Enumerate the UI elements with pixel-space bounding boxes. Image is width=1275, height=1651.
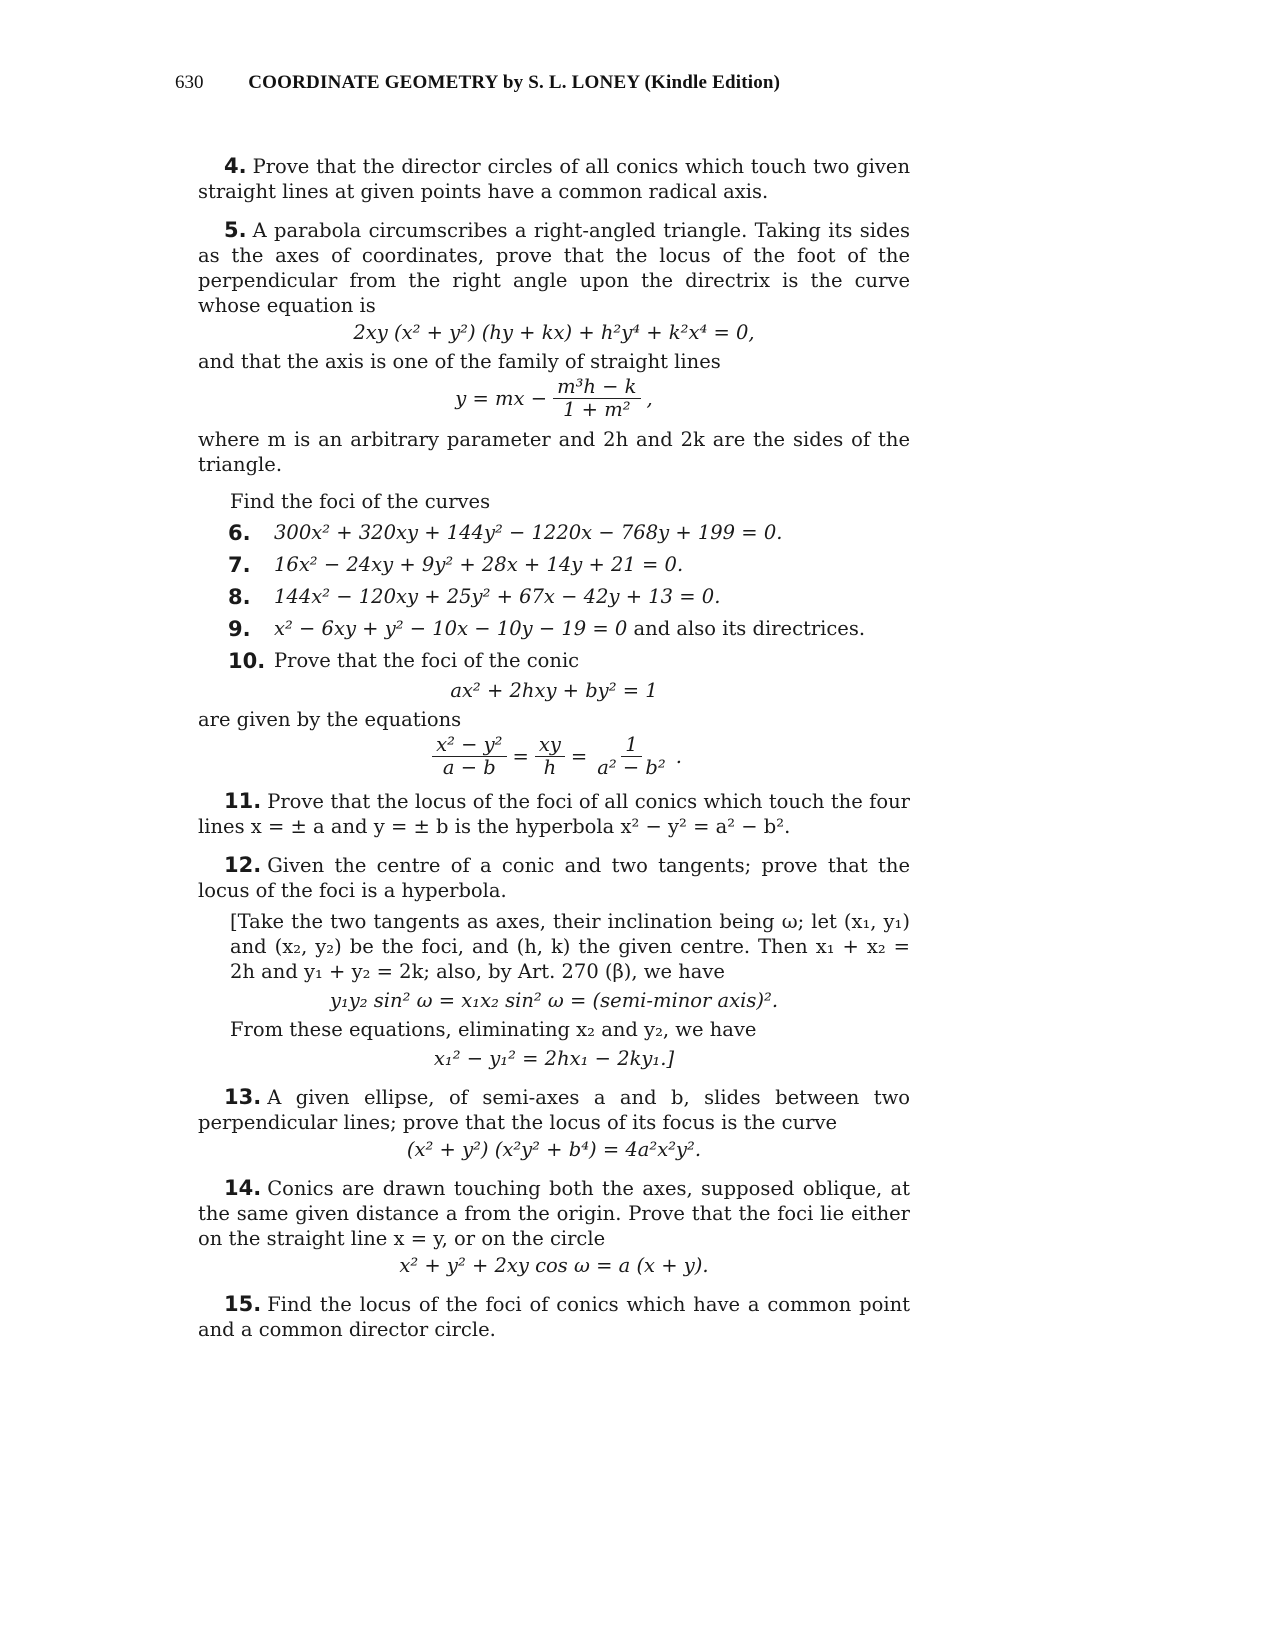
problem-number: 9. bbox=[228, 617, 251, 641]
equation-left: y = mx − bbox=[455, 387, 548, 410]
equation: 144x² − 120xy + 25y² + 67x − 42y + 13 = 0. bbox=[274, 585, 721, 608]
fraction-denominator: 1 + m² bbox=[563, 398, 631, 421]
equation: 16x² − 24xy + 9y² + 28x + 14y + 21 = 0. bbox=[274, 553, 684, 576]
problem-9 bbox=[228, 614, 910, 644]
problem-7 bbox=[228, 550, 910, 580]
paragraph-text: where m is an arbitrary parameter and 2h and 2k are the sides of the triangle. bbox=[198, 428, 910, 476]
problem-number: 6. bbox=[228, 521, 251, 545]
fraction-denominator: a − b bbox=[442, 756, 496, 779]
problem-text: Prove that the director circles of all conics which touch two given straight lines at given points have a common radical axis. bbox=[198, 155, 910, 203]
problem-text: A parabola circumscribes a right-angled triangle. Taking its sides as the axes of coordinates, prove that the locus of the foot of the perpendicular from the right angle upon the directrix is the curve whose equation is bbox=[198, 219, 910, 317]
equation: (x² + y²) (x²y² + b⁴) = 4a²x²y². bbox=[406, 1138, 702, 1161]
problem-text: Given the centre of a conic and two tangents; prove that the locus of the foci is a hyperbola. bbox=[198, 854, 910, 902]
paragraph-text: From these equations, eliminating x₂ and y₂, we have bbox=[230, 1018, 757, 1041]
problem-number: 8. bbox=[228, 585, 251, 609]
problem-5 bbox=[198, 218, 910, 318]
problem-13 bbox=[198, 1085, 910, 1135]
equation: x² − 6xy + y² − 10x − 10y − 19 = 0 bbox=[274, 617, 628, 640]
fraction-numerator: m³h − k bbox=[553, 376, 640, 399]
equation: ax² + 2hxy + by² = 1 bbox=[450, 679, 658, 702]
equation-tail: , bbox=[646, 387, 653, 410]
fraction-denominator: a² − b² bbox=[597, 756, 666, 779]
page-number: 630 bbox=[175, 72, 204, 93]
problem-text: Prove that the foci of the conic bbox=[274, 649, 580, 672]
problem-number: 5. bbox=[224, 218, 247, 242]
fraction bbox=[593, 734, 669, 779]
problem-8 bbox=[228, 582, 910, 612]
fraction bbox=[432, 734, 506, 779]
problem-text bbox=[274, 614, 865, 644]
fraction-numerator: x² − y² bbox=[432, 734, 506, 757]
page-header bbox=[175, 72, 780, 94]
fraction-numerator: xy bbox=[535, 734, 565, 757]
problem-text-tail: and also its directrices. bbox=[627, 617, 866, 640]
fraction bbox=[535, 734, 565, 779]
problem-text: Conics are drawn touching both the axes, supposed oblique, at the same given distance a from the origin. Prove that the foci lie either on the straight line x = y, or on the circle bbox=[198, 1177, 910, 1250]
fraction-numerator: 1 bbox=[621, 734, 641, 757]
problem-10 bbox=[228, 646, 910, 676]
fraction-denominator: h bbox=[543, 756, 557, 779]
problem-text: Find the locus of the foci of conics which have a common point and a common director circle. bbox=[198, 1293, 910, 1341]
problem-number: 14. bbox=[224, 1176, 262, 1200]
section-intro: Find the foci of the curves bbox=[230, 490, 491, 513]
paragraph-text: and that the axis is one of the family of straight lines bbox=[198, 350, 721, 373]
equation: x₁² − y₁² = 2hx₁ − 2ky₁.] bbox=[433, 1047, 675, 1070]
problem-6 bbox=[228, 518, 910, 548]
problem-4 bbox=[198, 154, 910, 204]
equation-fractions: $\frac{\text{x² − y²}}{a - b}$ = $\frac{xy}{h}$ = $\frac{1}{\text{a² − b²}}$ . bbox=[198, 734, 910, 779]
problem-12 bbox=[198, 853, 910, 903]
equation: x² + y² + 2xy cos ω = a (x + y). bbox=[399, 1254, 709, 1277]
problem-number: 4. bbox=[224, 154, 247, 178]
problem-text: Prove that the locus of the foci of all conics which touch the four lines x = ± a and y = ± b is the hyperbola x² − y² = a² − b². bbox=[198, 790, 910, 838]
fraction bbox=[553, 376, 640, 421]
problem-14 bbox=[198, 1176, 910, 1251]
problem-number: 11. bbox=[224, 789, 262, 813]
problem-number: 15. bbox=[224, 1292, 262, 1316]
equation-fraction bbox=[198, 376, 910, 421]
page-body bbox=[198, 154, 910, 1356]
problem-number: 7. bbox=[228, 553, 251, 577]
equals-sign: = bbox=[570, 745, 588, 768]
equation: 300x² + 320xy + 144y² − 1220x − 768y + 199 = 0. bbox=[274, 521, 783, 544]
equation: 2xy (x² + y²) (hy + kx) + h²y⁴ + k²x⁴ = 0, bbox=[353, 321, 755, 344]
problem-11 bbox=[198, 789, 910, 839]
problem-number: 12. bbox=[224, 853, 262, 877]
equals-sign: = bbox=[512, 745, 529, 768]
running-title: COORDINATE GEOMETRY by S. L. LONEY (Kindle Edition) bbox=[248, 72, 781, 93]
problem-number: 13. bbox=[224, 1085, 262, 1109]
problem-number: 10. bbox=[228, 649, 266, 673]
problem-15 bbox=[198, 1292, 910, 1342]
paragraph-text: are given by the equations bbox=[198, 708, 462, 731]
problem-text: A given ellipse, of semi-axes a and b, slides between two perpendicular lines; prove that the locus of its focus is the curve bbox=[198, 1086, 910, 1134]
equation: y₁y₂ sin² ω = x₁x₂ sin² ω = (semi-minor axis)². bbox=[329, 989, 779, 1012]
hint-text: [Take the two tangents as axes, their inclination being ω; let (x₁, y₁) and (x₂, y₂) be the foci, and (h, k) the given centre. Then x₁ + x₂ = 2h and y₁ + y₂ = 2k; also, by Art. 270 (β), we have bbox=[230, 910, 910, 983]
